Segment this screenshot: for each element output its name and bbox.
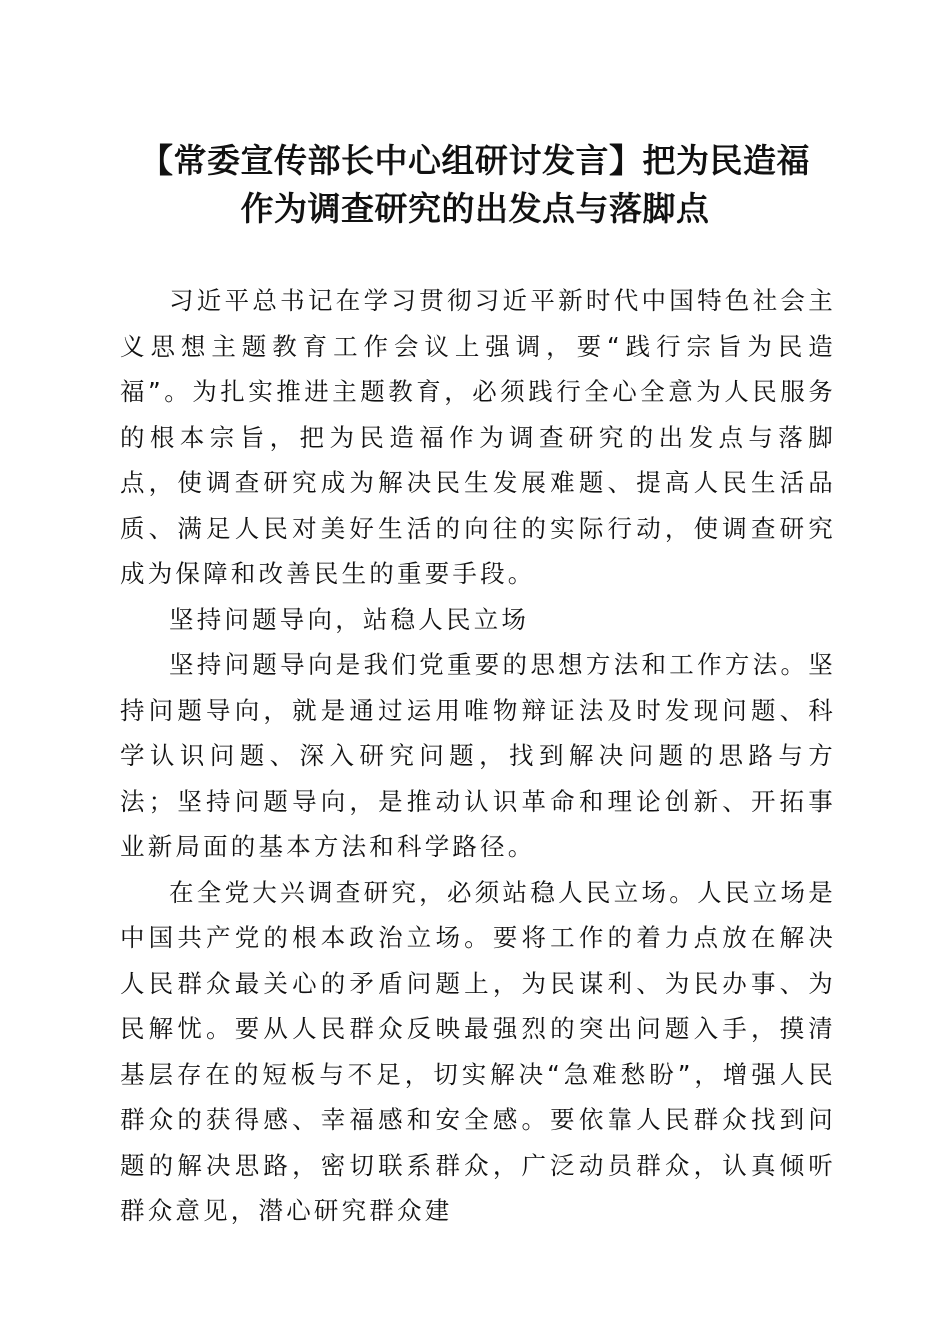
body-paragraph-people-stance: 在全党大兴调查研究，必须站稳人民立场。人民立场是中国共产党的根本政治立场。要将工作的着力点放在解决人民群众最关心的矛盾问题上，为民谋利、为民办事、为民解忧。要从人民群众反映最强烈的突出问题入手，摸清基层存在的短板与不足，切实解决“急难愁盼”，增强人民群众的获得感、幸福感和安全感。要依靠人民群众找到问题的解决思路，密切联系群众，广泛动员群众，认真倾听群众意见，潜心研究群众建 [120, 877, 836, 1225]
document-body [120, 278, 836, 1234]
section-heading: 坚持问题导向，站稳人民立场 [169, 604, 530, 634]
body-paragraph-problem-orientation: 坚持问题导向是我们党重要的思想方法和工作方法。坚持问题导向，就是通过运用唯物辩证法及时发现问题、科学认识问题、深入研究问题，找到解决问题的思路与方法；坚持问题导向，是推动认识革命和理论创新、开拓事业新局面的基本方法和科学路径。 [120, 650, 836, 861]
document-title-line-2: 作为调查研究的出发点与落脚点 [240, 189, 710, 228]
document-title-line-1: 【常委宣传部长中心组研讨发言】把为民造福 [140, 141, 810, 180]
body-paragraph-intro: 习近平总书记在学习贯彻习近平新时代中国特色社会主义思想主题教育工作会议上强调，要“践行宗旨为民造福”。为扎实推进主题教育，必须践行全心全意为人民服务的根本宗旨，把为民造福作为调查研究的出发点与落脚点，使调查研究成为解决民生发展难题、提高人民生活品质、满足人民对美好生活的向往的实际行动，使调查研究成为保障和改善民生的重要手段。 [120, 286, 836, 588]
